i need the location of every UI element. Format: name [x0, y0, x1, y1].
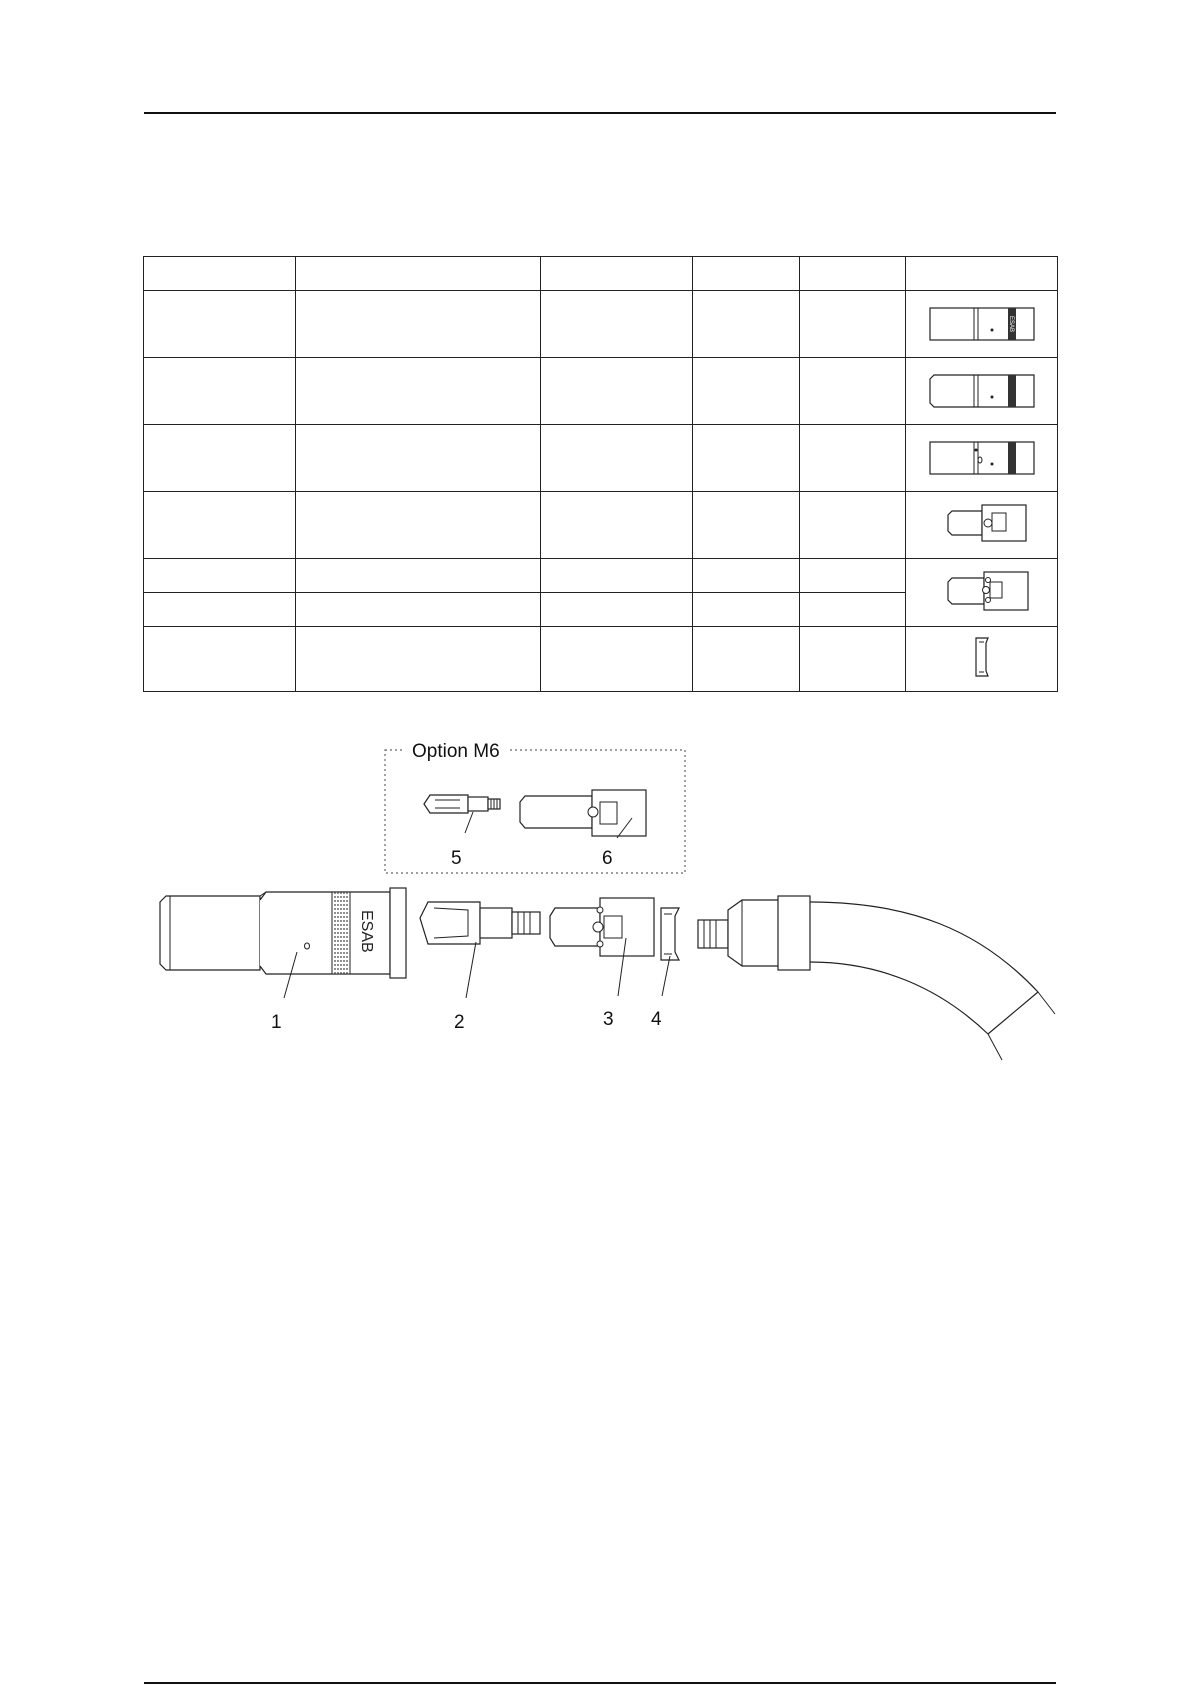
table-cell	[296, 358, 541, 425]
insulator-ring-drawing	[926, 634, 1038, 680]
table-cell	[693, 425, 800, 492]
table-cell	[541, 593, 693, 627]
header-cell	[906, 257, 1058, 291]
table-cell	[541, 425, 693, 492]
gas-diffuser-drawing	[926, 501, 1038, 545]
contact-tip-part	[420, 902, 540, 998]
table-header-row	[144, 257, 1058, 291]
table-row	[144, 425, 1058, 492]
contact-tip-m6-part	[424, 795, 500, 833]
nozzle-image-cell	[906, 291, 1058, 358]
table-cell	[693, 627, 800, 692]
table-cell	[541, 492, 693, 559]
option-m6-box	[385, 738, 685, 873]
gas-diffuser-m6-part	[520, 790, 646, 838]
table-cell	[800, 627, 906, 692]
table-row	[144, 627, 1058, 692]
table-row	[144, 559, 1058, 593]
option-m6-title: Option M6	[412, 741, 500, 762]
table-cell	[541, 627, 693, 692]
diffuser-image-cell	[906, 492, 1058, 559]
bottom-rule	[144, 1682, 1056, 1684]
table-cell	[693, 559, 800, 593]
nozzle-esab-1-drawing	[926, 302, 1038, 342]
header-cell	[296, 257, 541, 291]
table-cell	[144, 291, 296, 358]
callout-3: 3	[603, 1009, 614, 1030]
brand-mark: ESAB	[358, 910, 375, 953]
table-row	[144, 492, 1058, 559]
table-cell	[541, 358, 693, 425]
table-cell	[144, 358, 296, 425]
nozzle-esab-3-drawing	[926, 436, 1038, 476]
table-cell	[296, 593, 541, 627]
table-cell	[800, 291, 906, 358]
table-cell	[541, 559, 693, 593]
top-rule	[144, 112, 1056, 114]
diffuser-m6-image-cell	[906, 559, 1058, 627]
nozzle-image-cell	[906, 358, 1058, 425]
table-cell	[800, 425, 906, 492]
callout-1: 1	[271, 1012, 282, 1033]
torch-neck-part	[698, 896, 1055, 1060]
table-cell	[800, 492, 906, 559]
insulator-image-cell	[906, 627, 1058, 692]
parts-table	[143, 256, 1058, 692]
table-cell	[296, 627, 541, 692]
table-cell	[296, 559, 541, 593]
table-cell	[144, 559, 296, 593]
nozzle-esab-2-drawing	[926, 369, 1038, 409]
table-cell	[144, 425, 296, 492]
table-cell	[296, 291, 541, 358]
table-cell	[800, 593, 906, 627]
table-cell	[800, 559, 906, 593]
table-cell	[296, 492, 541, 559]
insulator-ring-part	[661, 908, 679, 996]
table-cell	[144, 492, 296, 559]
header-cell	[144, 257, 296, 291]
table-cell	[296, 425, 541, 492]
gas-nozzle-part	[160, 888, 406, 998]
table-row	[144, 358, 1058, 425]
table-cell	[144, 593, 296, 627]
callout-5: 5	[451, 848, 462, 869]
header-cell	[800, 257, 906, 291]
gas-diffuser-part	[550, 898, 654, 996]
table-cell	[800, 358, 906, 425]
header-cell	[541, 257, 693, 291]
table-cell	[144, 627, 296, 692]
gas-diffuser-m6-drawing	[926, 566, 1038, 614]
exploded-assembly-drawing	[0, 730, 1191, 1110]
table-cell	[541, 291, 693, 358]
callout-2: 2	[454, 1012, 465, 1033]
table-cell	[693, 593, 800, 627]
header-cell	[693, 257, 800, 291]
nozzle-image-cell	[906, 425, 1058, 492]
table-cell	[693, 291, 800, 358]
table-row	[144, 291, 1058, 358]
table-cell	[693, 358, 800, 425]
brand-mark: ESAB	[1007, 315, 1014, 332]
callout-6: 6	[602, 848, 613, 869]
table-cell	[693, 492, 800, 559]
callout-4: 4	[651, 1009, 662, 1030]
